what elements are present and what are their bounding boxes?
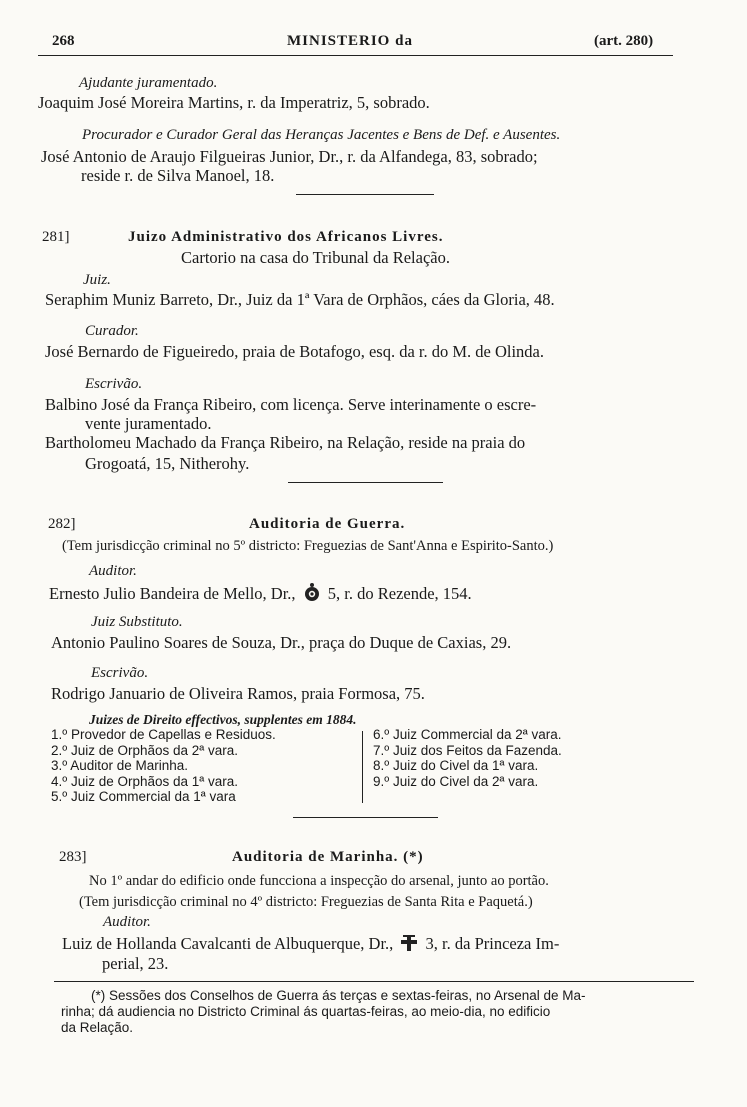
- list-item: 2.º Juiz de Orphãos da 2ª vara.: [51, 742, 239, 758]
- list-item: 1.º Provedor de Capellas e Residuos.: [51, 727, 276, 742]
- substituto-entry: Antonio Paulino Soares de Souza, Dr., praça do Duque de Caxias, 29.: [51, 633, 512, 652]
- escrivao-281-entry2-line2: Grogoatá, 15, Nitherohy.: [85, 454, 250, 473]
- running-title: MINISTERIO da: [287, 33, 413, 49]
- footnote-line2: rinha; dá audiencia no Districto Criminal ás quartas-feiras, ao meio-dia, no edificio: [61, 1004, 551, 1019]
- list-item: 8.º Juiz do Civel da 1ª vara.: [373, 758, 539, 773]
- juizes-left-list: [51, 727, 276, 805]
- order-cross-icon: [400, 934, 418, 957]
- section-283-jurisdiction: (Tem jurisdicção criminal no 4º districto: Freguezias de Santa Rita e Paquetá.): [79, 894, 533, 910]
- auditor-282-name: Ernesto Julio Bandeira de Mello, Dr.,: [49, 584, 296, 603]
- ajudante-entry: Joaquim José Moreira Martins, r. da Imperatriz, 5, sobrado.: [38, 93, 430, 112]
- escrivao-281-entry1-line1: Balbino José da França Ribeiro, com licença. Serve interinamente o escre-: [45, 395, 537, 414]
- auditor-283-label: Auditor.: [103, 914, 151, 930]
- section-divider: [296, 194, 434, 195]
- list-item: 7.º Juiz dos Feitos da Fazenda.: [373, 742, 562, 758]
- auditor-283-entry-line2: perial, 23.: [102, 954, 169, 973]
- procurador-entry-line2: reside r. de Silva Manoel, 18.: [81, 166, 275, 185]
- section-divider: [288, 482, 443, 483]
- juiz-label: Juiz.: [83, 272, 111, 288]
- order-medal-icon: [303, 582, 321, 607]
- section-281-number: 281]: [42, 229, 70, 245]
- section-282-number: 282]: [48, 516, 76, 532]
- auditor-282-address: 5, r. do Rezende, 154.: [327, 584, 472, 603]
- footnote-line3: da Relação.: [61, 1020, 134, 1035]
- escrivao-281-entry1-line2: vente juramentado.: [85, 414, 212, 433]
- section-divider: [293, 817, 438, 818]
- list-item: 4.º Juiz de Orphãos da 1ª vara.: [51, 773, 239, 789]
- curador-entry: José Bernardo de Figueiredo, praia de Botafogo, esq. da r. do M. de Olinda.: [45, 342, 545, 361]
- procurador-label: Procurador e Curador Geral das Heranças Jacentes e Bens de Def. e Ausentes.: [82, 127, 561, 143]
- header-rule: [38, 55, 673, 56]
- ajudante-label: Ajudante juramentado.: [79, 75, 218, 91]
- list-item: 9.º Juiz do Civel da 2ª vara.: [373, 773, 539, 789]
- juizes-right-list: [373, 727, 562, 789]
- substituto-label: Juiz Substituto.: [91, 614, 183, 630]
- section-283-location: No 1º andar do edificio onde funcciona a inspecção do arsenal, junto ao portão.: [89, 873, 549, 889]
- auditor-283-name: Luiz de Hollanda Cavalcanti de Albuquerque, Dr.,: [62, 934, 394, 953]
- section-281-title: Juizo Administrativo dos Africanos Livres.: [128, 229, 444, 245]
- section-282-title: Auditoria de Guerra.: [249, 516, 406, 532]
- escrivao-281-entry2-line1: Bartholomeu Machado da França Ribeiro, na Relação, reside na praia do: [45, 433, 526, 452]
- list-item: 3.º Auditor de Marinha.: [51, 758, 189, 773]
- curador-label: Curador.: [85, 323, 139, 339]
- section-283-title: Auditoria de Marinha. (*): [232, 849, 424, 865]
- list-item: 6.º Juiz Commercial da 2ª vara.: [373, 727, 562, 742]
- section-283-number: 283]: [59, 849, 87, 865]
- escrivao-281-label: Escrivão.: [85, 376, 143, 392]
- auditor-282-entry: [49, 582, 472, 607]
- auditor-283-address: 3, r. da Princeza Im-: [425, 934, 560, 953]
- section-282-jurisdiction: (Tem jurisdicção criminal no 5º districto: Freguezias de Sant'Anna e Espirito-Santo.): [62, 538, 554, 554]
- footnote-line1: (*) Sessões dos Conselhos de Guerra ás terças e sextas-feiras, no Arsenal de Ma-: [91, 988, 586, 1003]
- procurador-entry-line1: José Antonio de Araujo Filgueiras Junior, Dr., r. da Alfandega, 83, sobrado;: [41, 147, 538, 166]
- list-item: 5.º Juiz Commercial da 1ª vara: [51, 789, 236, 804]
- escrivao-282-entry: Rodrigo Januario de Oliveira Ramos, praia Formosa, 75.: [51, 684, 425, 703]
- page-number: 268: [52, 33, 75, 49]
- escrivao-282-label: Escrivão.: [91, 665, 149, 681]
- column-separator: [362, 731, 363, 803]
- article-ref: (art. 280): [594, 33, 654, 49]
- auditor-282-label: Auditor.: [89, 563, 137, 579]
- footnote-rule: [54, 981, 694, 982]
- section-281-subtitle: Cartorio na casa do Tribunal da Relação.: [181, 248, 450, 267]
- juiz-entry: Seraphim Muniz Barreto, Dr., Juiz da 1ª Vara de Orphãos, cáes da Gloria, 48.: [45, 290, 555, 309]
- juizes-heading: Juizes de Direito effectivos, supplentes em 1884.: [89, 712, 357, 727]
